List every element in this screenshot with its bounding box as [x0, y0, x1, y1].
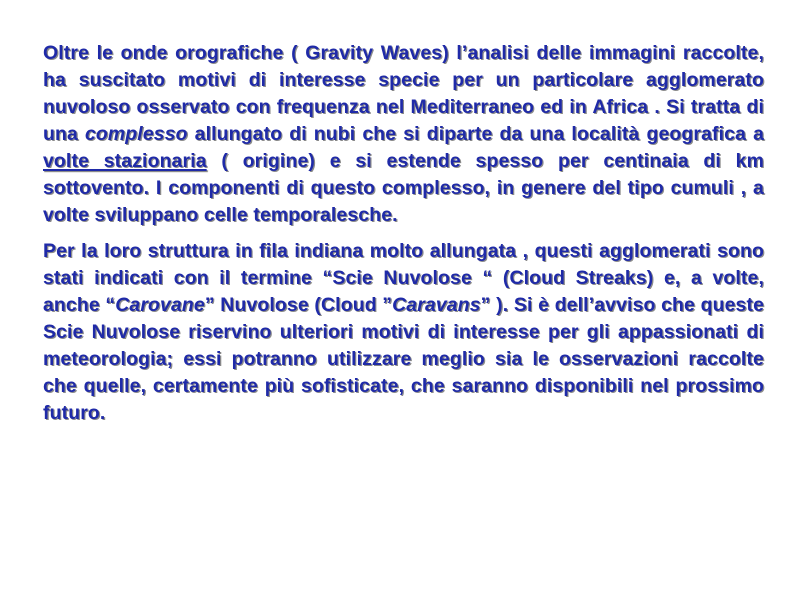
text-segment: ” ). Si è dell’avviso che queste Scie Nuvolose riservino ulteriori motivi di interesse per gli appassionati di meteorologia; essi potranno utilizzare meglio sia le osservazioni raccolte che quelle, certamente più sofisticate, che saranno disponibili nel prossimo futuro.	[43, 294, 764, 424]
underlined-term-volte-stazionaria: volte stazionaria	[43, 150, 207, 172]
paragraph-cloud-complex	[43, 40, 764, 229]
text-segment: ” Nuvolose (Cloud ”	[204, 294, 393, 316]
italic-term-carovane: Carovane	[115, 294, 205, 316]
text-segment: Oltre le onde orografiche ( Gravity Waves) l’analisi delle immagini raccolte, ha suscitato motivi di interesse specie per un particolare agglomerato nuvoloso osservato con frequenza nel Mediterraneo ed in Africa . Si tratta di una	[43, 42, 764, 145]
text-segment: ( origine) e si estende spesso per centinaia di km sottovento. I componenti di questo complesso, in genere del tipo cumuli , a volte sviluppano celle temporalesche.	[43, 150, 764, 226]
text-segment: allungato di nubi che si diparte da una località geografica a	[187, 123, 764, 145]
text-segment: Per la loro struttura in fila indiana molto allungata , questi agglomerati sono stati indicati con il termine “Scie Nuvolose “ (Cloud Streaks) e, a volte, anche “	[43, 240, 764, 316]
paragraph-cloud-streaks	[43, 238, 764, 427]
italic-term-complesso: complesso	[84, 123, 188, 145]
italic-term-caravans: Caravans	[392, 294, 481, 316]
